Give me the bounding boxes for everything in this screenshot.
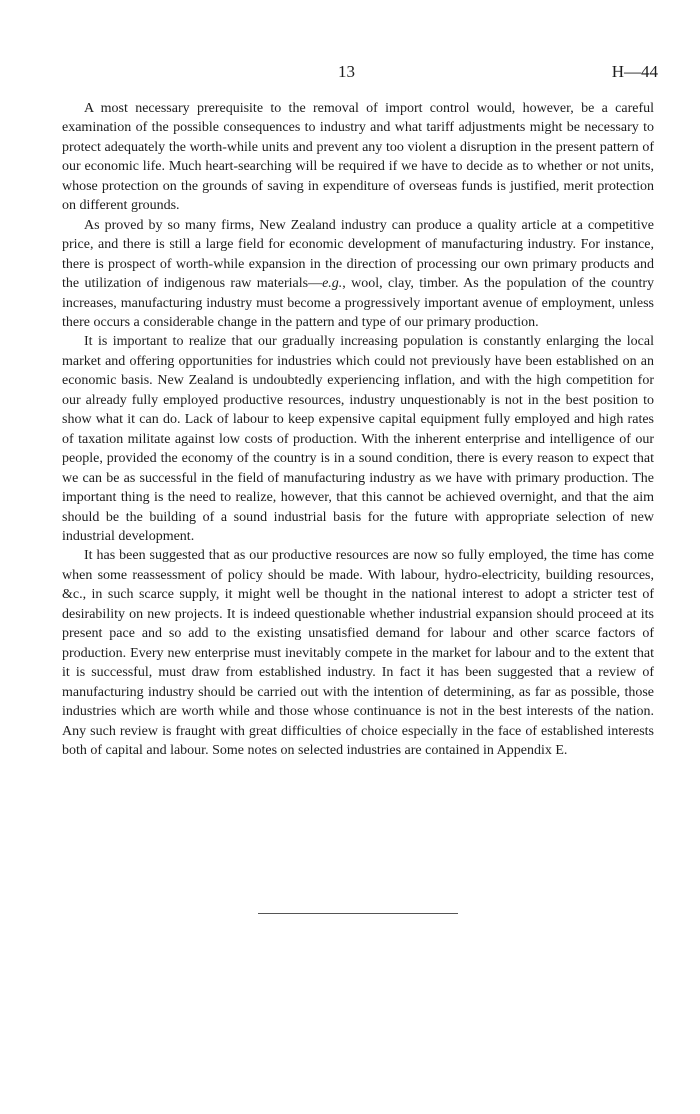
document-reference: H—44 (611, 62, 658, 81)
page-header (0, 62, 700, 86)
paragraph-text-segment: , wool, clay, timber. As the population of the country increases, manufacturing industry must become a progressively important avenue of employment, unless there occurs a considerable change in the pattern and type of our primary production. (62, 276, 654, 330)
page-number: 13 (338, 62, 355, 81)
paragraph-text-segment: As proved by so many firms, New Zealand industry can produce a quality article at a competitive price, and there is still a large field for economic development of manufacturing industry. For instance, there is prospect of worth-while expansion in the direction of processing our own primary products and the utilization of indigenous raw materials— (62, 217, 654, 292)
body-text (62, 99, 654, 760)
paragraph-import-control: A most necessary prerequisite to the removal of import control would, however, be a careful examination of the possible consequences to industry and what tariff adjustments might be necessary to protect adequately the worth-while units and prevent any too violent a disruption in the present pattern of our economic life. Much heart-searching will be required if we have to decide as to whether or not units, whose protection on the grounds of saving in expenditure of overseas funds is justified, merit protection on different grounds. (62, 101, 654, 214)
paragraph-policy-reassessment: It has been suggested that as our productive resources are now so fully employed, the time has come when some reassessment of policy should be made. With labour, hydro-electricity, building resources, &c., in such scarce supply, it might well be thought in the national interest to adopt a stricter test of desirability on new projects. It is indeed questionable whether industrial expansion should proceed at its present pace and so add to the existing unsatisfied demand for labour and other scarce factors of production. Every new enterprise must inevitably compete in the market for labour and to the extent that it is successful, must draw from established industry. In fact it has been suggested that a review of manufacturing industry should be carried out with the intention of determining, as far as possible, those industries which are worth while and those whose continuance is not in the best interests of the nation. Any such review is fraught with great difficulties of choice especially in the face of established interests both of capital and labour. Some notes on selected industries are contained in Appendix E. (62, 548, 654, 758)
end-rule-divider (258, 913, 458, 914)
paragraph-population-growth: It is important to realize that our gradually increasing population is constantly enlarging the local market and offering opportunities for industries which could not previously have been established on an economic basis. New Zealand is undoubtedly experiencing inflation, and with the high competition for our already fully employed productive resources, industry unquestionably is not in the best position to show what it can do. Lack of labour to keep expensive capital equipment fully employed and high rates of taxation militate against low costs of production. With the inherent enterprise and intelligence of our people, provided the economy of the country is in a sound condition, there is every reason to expect that we can be as successful in the field of manufacturing industry as we have with primary production. The important thing is the need to realize, however, that this cannot be achieved overnight, and that the aim should be the building of a sound industrial basis for the future with appropriate selection of new industrial development. (62, 334, 654, 544)
paragraph-quality-article (62, 216, 654, 333)
italic-abbreviation: e.g. (322, 276, 343, 292)
